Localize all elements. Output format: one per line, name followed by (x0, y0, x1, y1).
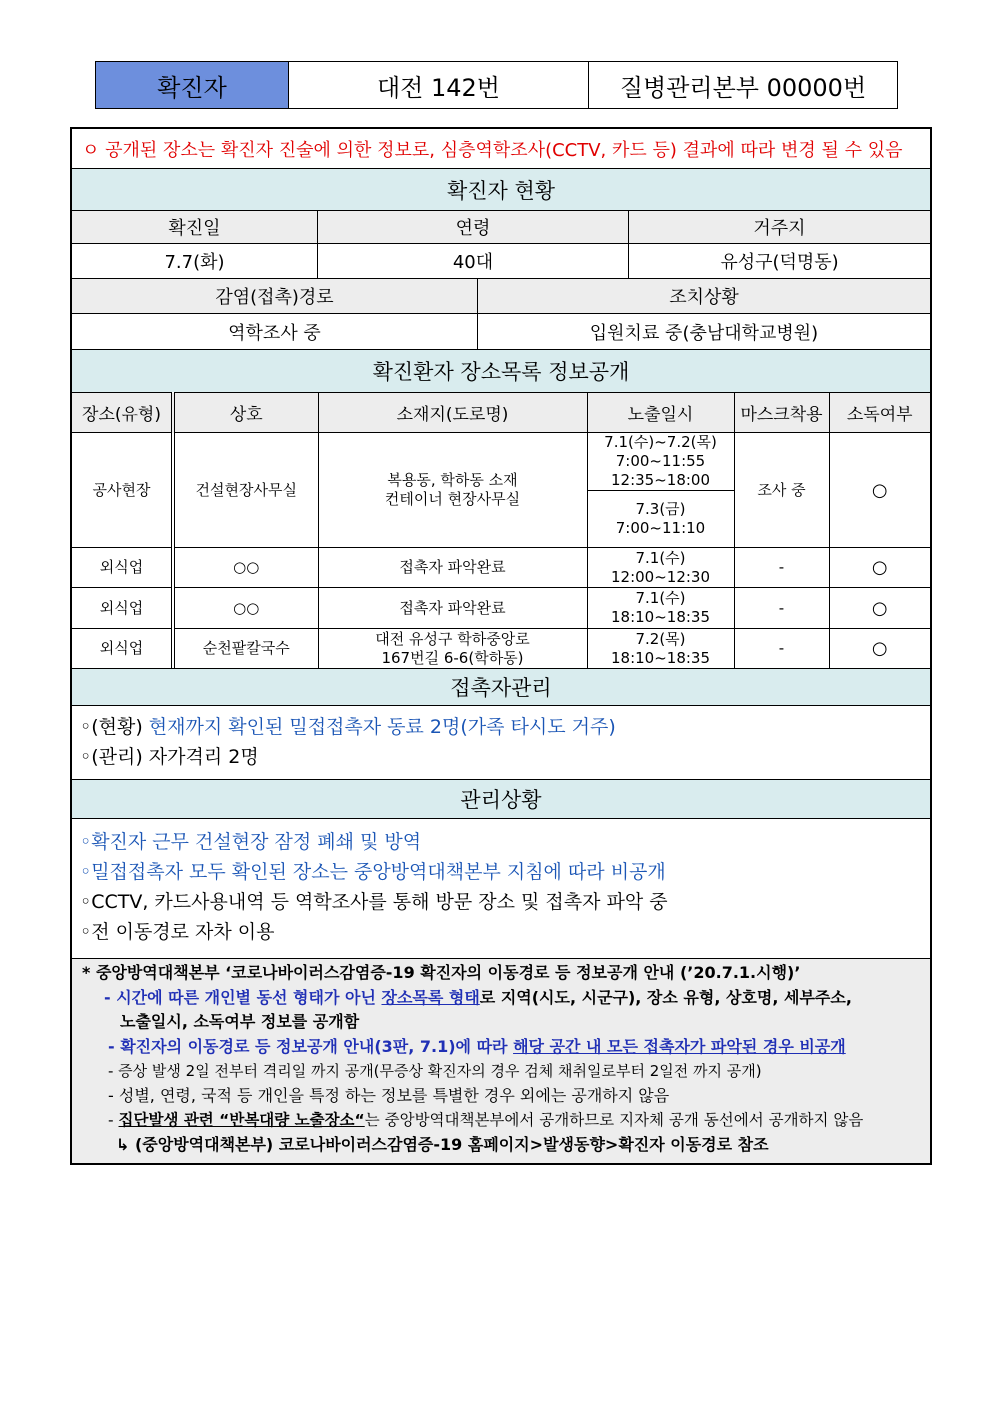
table-row (72, 629, 930, 669)
exposure-line: 7:00~11:10 (615, 519, 706, 537)
exposure-line: 7.2(목) (635, 629, 686, 648)
exposure-time (587, 433, 734, 491)
place-type: 외식업 (72, 588, 173, 629)
col-place-address: 소재지(도로명) (318, 393, 587, 433)
note-line: ↳ (중앙방역대책본부) 코로나바이러스감염증-19 홈페이지>발생동향>확진자 이동경로 참조 (116, 1134, 769, 1154)
status-header-row (72, 211, 930, 244)
note-line: 노출일시, 소독여부 정보를 공개함 (120, 1012, 360, 1031)
place-address (318, 629, 587, 669)
table-row (72, 548, 930, 588)
exposure-line: 18:10~18:35 (610, 608, 711, 626)
notes-block (72, 959, 930, 1163)
note-text: 로 지역(시도, 시군구), 장소 유형, 상호명, 세부주소, (479, 987, 852, 1007)
note-text: - 확진자의 이동경로 등 정보공개 안내(3판, 7.1)에 따라 (108, 1036, 514, 1056)
note-line (82, 1035, 930, 1060)
col-action: 조치상황 (669, 287, 739, 308)
col-residence: 거주지 (753, 218, 806, 239)
exposure-time (587, 588, 734, 629)
status-value-row (72, 244, 930, 279)
note-line (82, 986, 930, 1011)
col-exposure-time: 노출일시 (587, 393, 734, 433)
note-emphasis: 해당 공간 내 모든 접촉자가 파악된 경우 비공개 (513, 1036, 846, 1056)
case-info-panel (70, 127, 932, 1165)
disinfect-status: ○ (829, 548, 930, 588)
management-line: ◦전 이동경로 자차 이용 (80, 921, 275, 943)
exposure-line: 18:10~18:35 (610, 648, 711, 667)
address-line: 복용동, 학하동 소재 (387, 471, 518, 489)
notice-text: ㅇ 공개된 장소는 확진자 진술에 의한 정보로, 심층역학조사(CCTV, 카드 등) 결과에 따라 변경 될 수 있음 (72, 129, 930, 169)
note-line (82, 1108, 930, 1133)
contacts-status-text: 현재까지 확인된 밀접접촉자 동료 2명(가족 타시도 거주) (148, 716, 616, 738)
contacts-section-title: 접촉자관리 (72, 668, 930, 706)
col-place-type: 장소(유형) (72, 393, 173, 433)
management-line: ◦확진자 근무 건설현장 잠정 폐쇄 및 방역 (80, 831, 422, 853)
note-title: * 중앙방역대책본부 ‘코로나바이러스감염증-19 확진자의 이동경로 등 정보공개 안내 (’20.7.1.시행)’ (82, 963, 801, 982)
place-name: ○○ (173, 588, 318, 629)
places-section-title: 확진환자 장소목록 정보공개 (72, 350, 930, 392)
mask-status: - (734, 548, 829, 588)
exposure-line: 7.3(금) (635, 500, 686, 518)
management-line: ◦밀접접촉자 모두 확인된 장소는 중앙방역대책본부 지침에 따라 비공개 (80, 861, 666, 883)
address-line: 167번길 6-6(학하동) (381, 648, 524, 667)
table-row (72, 588, 930, 629)
note-emphasis: 장소목록 형태 (381, 987, 480, 1007)
management-body (72, 819, 930, 959)
mask-status: 조사 중 (734, 433, 829, 548)
places-header-row (72, 393, 930, 433)
place-name: 순천팥칼국수 (173, 629, 318, 669)
contacts-manage-line: ◦(관리) 자가격리 2명 (80, 746, 259, 768)
place-address (318, 433, 587, 548)
contacts-status-prefix: ◦(현황) (80, 716, 143, 738)
management-section-title: 관리상황 (72, 780, 930, 819)
col-place-name: 상호 (173, 393, 318, 433)
place-address: 접촉자 파악완료 (318, 548, 587, 588)
case-label: 확진자 (96, 62, 289, 108)
management-line: ◦CCTV, 카드사용내역 등 역학조사를 통해 방문 장소 및 접촉자 파악 중 (80, 891, 668, 913)
col-confirm-date: 확진일 (72, 211, 318, 243)
exposure-line: 12:00~12:30 (610, 567, 711, 586)
mask-status: - (734, 629, 829, 669)
exposure-time (587, 629, 734, 669)
place-address: 접촉자 파악완료 (318, 588, 587, 629)
case-kdca-number: 질병관리본부 00000번 (619, 73, 867, 102)
route-header-row (72, 279, 930, 314)
mask-status: - (734, 588, 829, 629)
place-type: 외식업 (72, 548, 173, 588)
col-age: 연령 (318, 211, 629, 243)
exposure-line: 7:00~11:55 (615, 452, 706, 470)
note-line: - 증상 발생 2일 전부터 격리일 까지 공개(무증상 확진자의 경우 검체 채취일로부터 2일전 까지 공개) (108, 1062, 762, 1080)
case-header (95, 61, 898, 109)
address-line: 대전 유성구 학하중앙로 (375, 629, 530, 648)
address-line: 컨테이너 현장사무실 (384, 490, 521, 508)
note-text: - (108, 1111, 119, 1129)
case-local-number: 대전 142번 (289, 62, 589, 108)
disinfect-status: ○ (829, 588, 930, 629)
note-emphasis: 집단발생 관련 “반복대량 노출장소“ (118, 1111, 365, 1129)
place-name: 건설현장사무실 (173, 433, 318, 548)
status-section-title: 확진자 현황 (72, 169, 930, 211)
contacts-body (72, 706, 930, 780)
exposure-line: 7.1(수) (635, 589, 686, 607)
col-infection-route: 감염(접촉)경로 (72, 279, 478, 313)
infection-route: 역학조사 중 (72, 314, 478, 349)
residence: 유성구(덕명동) (720, 252, 839, 273)
place-type: 공사현장 (72, 433, 173, 548)
route-value-row (72, 314, 930, 350)
exposure-time (587, 491, 734, 548)
note-line: - 성별, 연령, 국적 등 개인을 특정 하는 정보를 특별한 경우 외에는 공개하지 않음 (108, 1085, 670, 1105)
places-table (72, 392, 930, 669)
exposure-time (587, 548, 734, 588)
action-status: 입원치료 중(충남대학교병원) (589, 322, 819, 344)
confirm-date: 7.7(화) (72, 244, 318, 278)
col-mask: 마스크착용 (734, 393, 829, 433)
exposure-line: 7.1(수)~7.2(목) (604, 433, 717, 451)
exposure-line: 7.1(수) (635, 548, 686, 567)
age: 40대 (318, 244, 629, 278)
contacts-status-line (80, 712, 930, 742)
note-text: - 시간에 따른 개인별 동선 형태가 아닌 (104, 987, 382, 1007)
disinfect-status: ○ (829, 433, 930, 548)
col-disinfect: 소독여부 (829, 393, 930, 433)
place-name: ○○ (173, 548, 318, 588)
table-row (72, 433, 930, 491)
note-text: 는 중앙방역대책본부에서 공개하므로 지자체 공개 동선에서 공개하지 않음 (364, 1111, 864, 1129)
disinfect-status: ○ (829, 629, 930, 669)
place-type: 외식업 (72, 629, 173, 669)
exposure-line: 12:35~18:00 (610, 471, 711, 489)
